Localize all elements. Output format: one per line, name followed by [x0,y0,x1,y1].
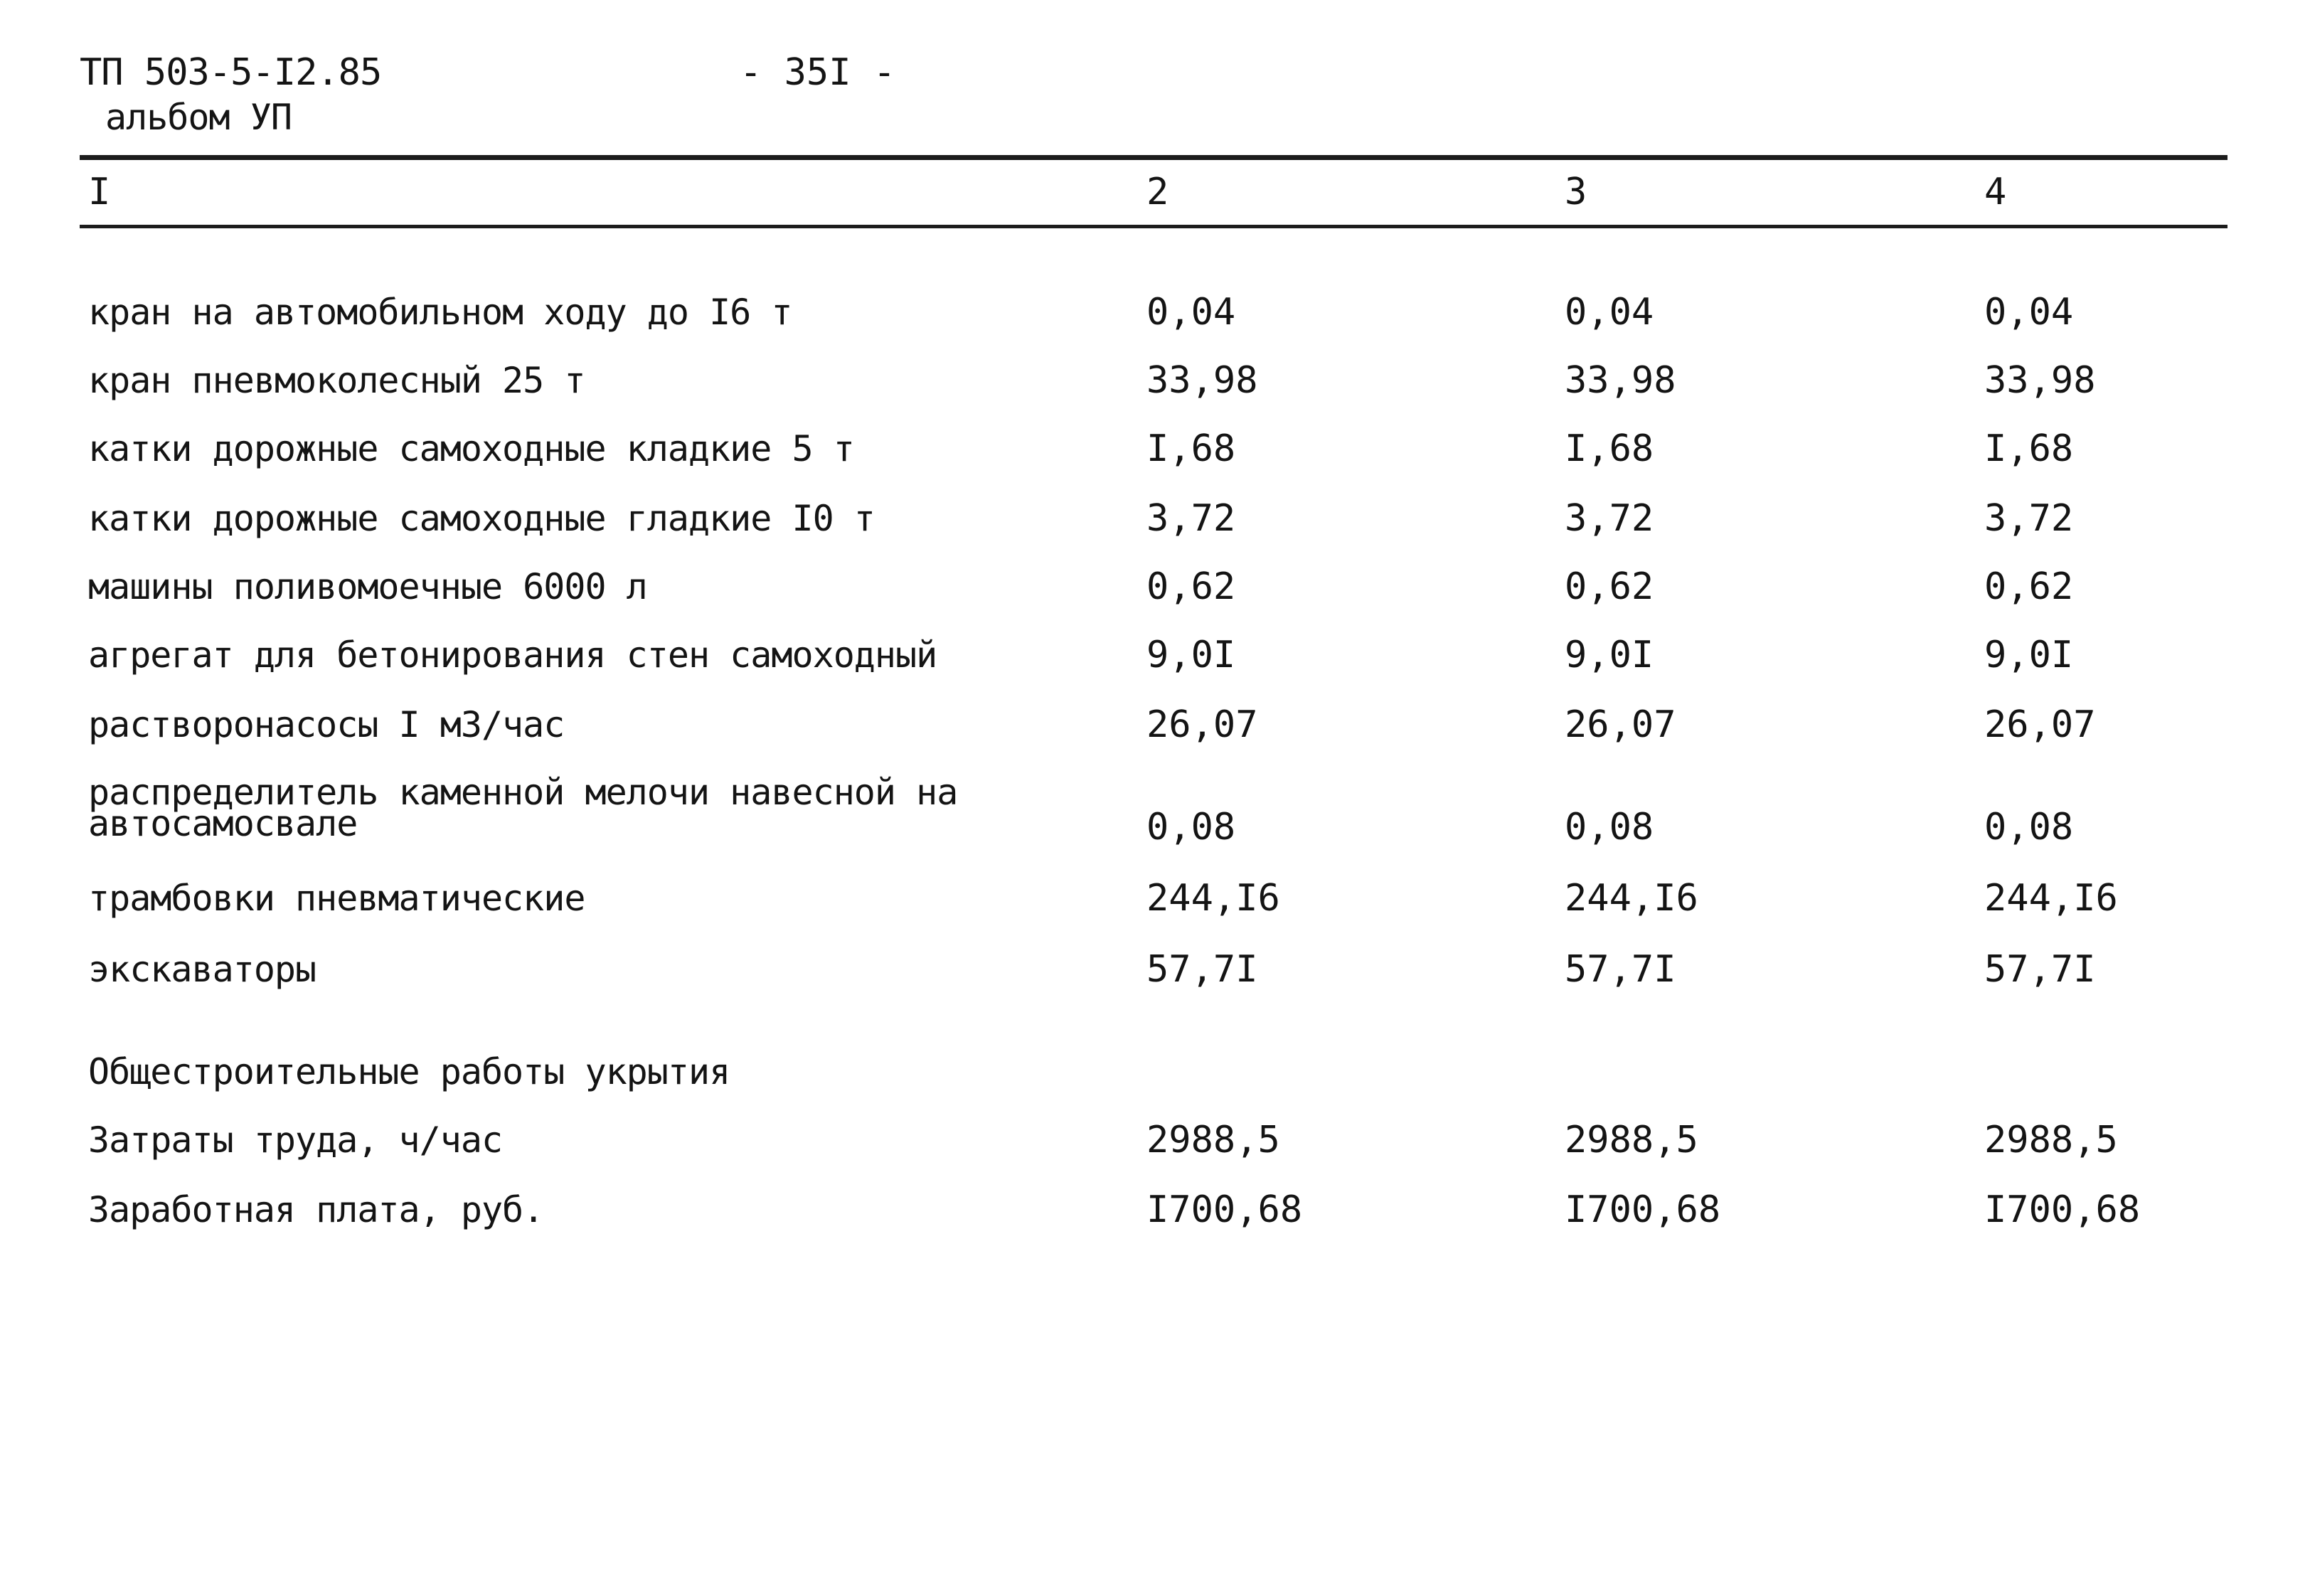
cell-column-3: 57,7I [1565,948,1676,991]
cell-column-3: 0,08 [1565,806,1654,848]
cell-column-4: 26,07 [1984,703,2096,746]
cell-column-3: 0,62 [1565,565,1654,608]
column-header-4: 4 [1984,171,2007,213]
row-label: экскаваторы [88,949,316,990]
cell-column-2: 0,08 [1146,806,1236,848]
column-header-1: I [88,171,111,213]
column-header-2: 2 [1146,171,1169,213]
cell-column-2: 57,7I [1146,948,1258,991]
cell-column-2: I,68 [1146,427,1236,470]
cell-column-3: 9,0I [1565,634,1654,676]
cell-column-4: 3,72 [1984,497,2074,540]
cell-column-2: I700,68 [1146,1188,1303,1231]
row-label: Заработная плата, руб. [88,1189,544,1230]
cell-column-3: 33,98 [1565,359,1676,402]
cell-column-2: 3,72 [1146,497,1236,540]
cell-column-2: 244,I6 [1146,877,1280,920]
cell-column-3: 3,72 [1565,497,1654,540]
cell-column-4: 9,0I [1984,634,2074,676]
row-label: агрегат для бетонирования стен самоходный [88,634,937,676]
cell-column-2: 0,04 [1146,291,1236,334]
cell-column-4: 33,98 [1984,359,2096,402]
cell-column-2: 33,98 [1146,359,1258,402]
album-label: альбом УП [105,97,292,138]
cell-column-4: 2988,5 [1984,1119,2118,1161]
page-number: - 35I - [740,51,896,94]
cell-column-4: 244,I6 [1984,877,2118,920]
row-label: катки дорожные самоходные кладкие 5 т [88,428,854,469]
cell-column-4: I700,68 [1984,1188,2141,1231]
row-label: катки дорожные самоходные гладкие I0 т [88,498,875,539]
cell-column-2: 26,07 [1146,703,1258,746]
cell-column-4: 57,7I [1984,948,2096,991]
row-label: трамбовки пневматические [88,878,585,919]
cell-column-4: 0,62 [1984,565,2074,608]
row-label: кран пневмоколесный 25 т [88,360,585,401]
section-heading: Общестроительные работы укрытия [88,1051,730,1092]
column-header-3: 3 [1565,171,1587,213]
row-label: машины поливомоечные 6000 л [88,566,647,607]
cell-column-3: 2988,5 [1565,1119,1698,1161]
row-label: растворонасосы I м3/час [88,704,565,745]
row-label: распределитель каменной мелочи навесной на автосамосвале [88,772,958,844]
cell-column-2: 0,62 [1146,565,1236,608]
cell-column-3: 26,07 [1565,703,1676,746]
document-code: ТП 503-5-I2.85 [80,51,382,94]
row-label: кран на автомобильном ходу до I6 т [88,292,792,333]
cell-column-2: 2988,5 [1146,1119,1280,1161]
cell-column-4: 0,08 [1984,806,2074,848]
cell-column-3: 244,I6 [1565,877,1698,920]
cell-column-3: I,68 [1565,427,1654,470]
cell-column-4: 0,04 [1984,291,2074,334]
cell-column-4: I,68 [1984,427,2074,470]
row-label: Затраты труда, ч/час [88,1119,503,1161]
cell-column-3: 0,04 [1565,291,1654,334]
cell-column-3: I700,68 [1565,1188,1721,1231]
cell-column-2: 9,0I [1146,634,1236,676]
